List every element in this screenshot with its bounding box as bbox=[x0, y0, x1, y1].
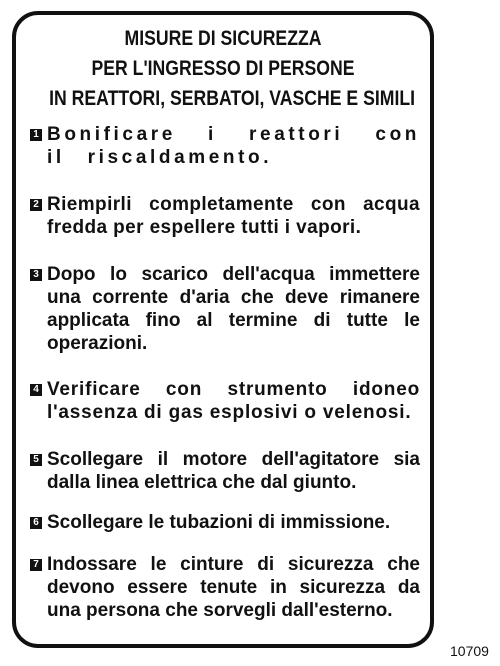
instruction-text-4: Verificare con strumento idoneo l'assenza di gas esplosivi o velenosi. bbox=[47, 379, 420, 423]
sign-title-line-2: PER L'INGRESSO DI PERSONE bbox=[91, 57, 355, 80]
number-badge-5: 5 bbox=[30, 454, 42, 466]
instruction-text-5: Scollegare il motore dell'agitatore sia dalla linea elettrica che dal giunto. bbox=[47, 449, 420, 493]
number-badge-2: 2 bbox=[30, 199, 42, 211]
number-badge-7: 7 bbox=[30, 559, 42, 571]
instruction-text-7: Indossare le cinture di sicurezza che devono essere tenute in sicurezza da una persona che sorvegli dall'esterno. bbox=[47, 554, 420, 621]
product-code: 10709 bbox=[450, 643, 489, 659]
instruction-text-6: Scollegare le tubazioni di immissione. bbox=[47, 512, 391, 533]
safety-sign-panel bbox=[12, 11, 434, 648]
number-badge-3: 3 bbox=[30, 269, 42, 281]
sign-title-line-3: IN REATTORI, SERBATOI, VASCHE E SIMILI bbox=[49, 87, 416, 110]
sign-title-line-1: MISURE DI SICUREZZA bbox=[124, 27, 322, 50]
number-badge-1: 1 bbox=[30, 129, 42, 141]
instruction-text-3: Dopo lo scarico dell'acqua immettere una corrente d'aria che deve rimanere applicata fino al termine di tutte le operazioni. bbox=[47, 264, 420, 354]
instruction-text-2: Riempirli completamente con acqua fredda per espellere tutti i vapori. bbox=[47, 194, 420, 238]
number-badge-4: 4 bbox=[30, 384, 42, 396]
instruction-text-1: Bonificare i reattori con il riscaldamento. bbox=[47, 124, 420, 168]
number-badge-6: 6 bbox=[30, 517, 42, 529]
